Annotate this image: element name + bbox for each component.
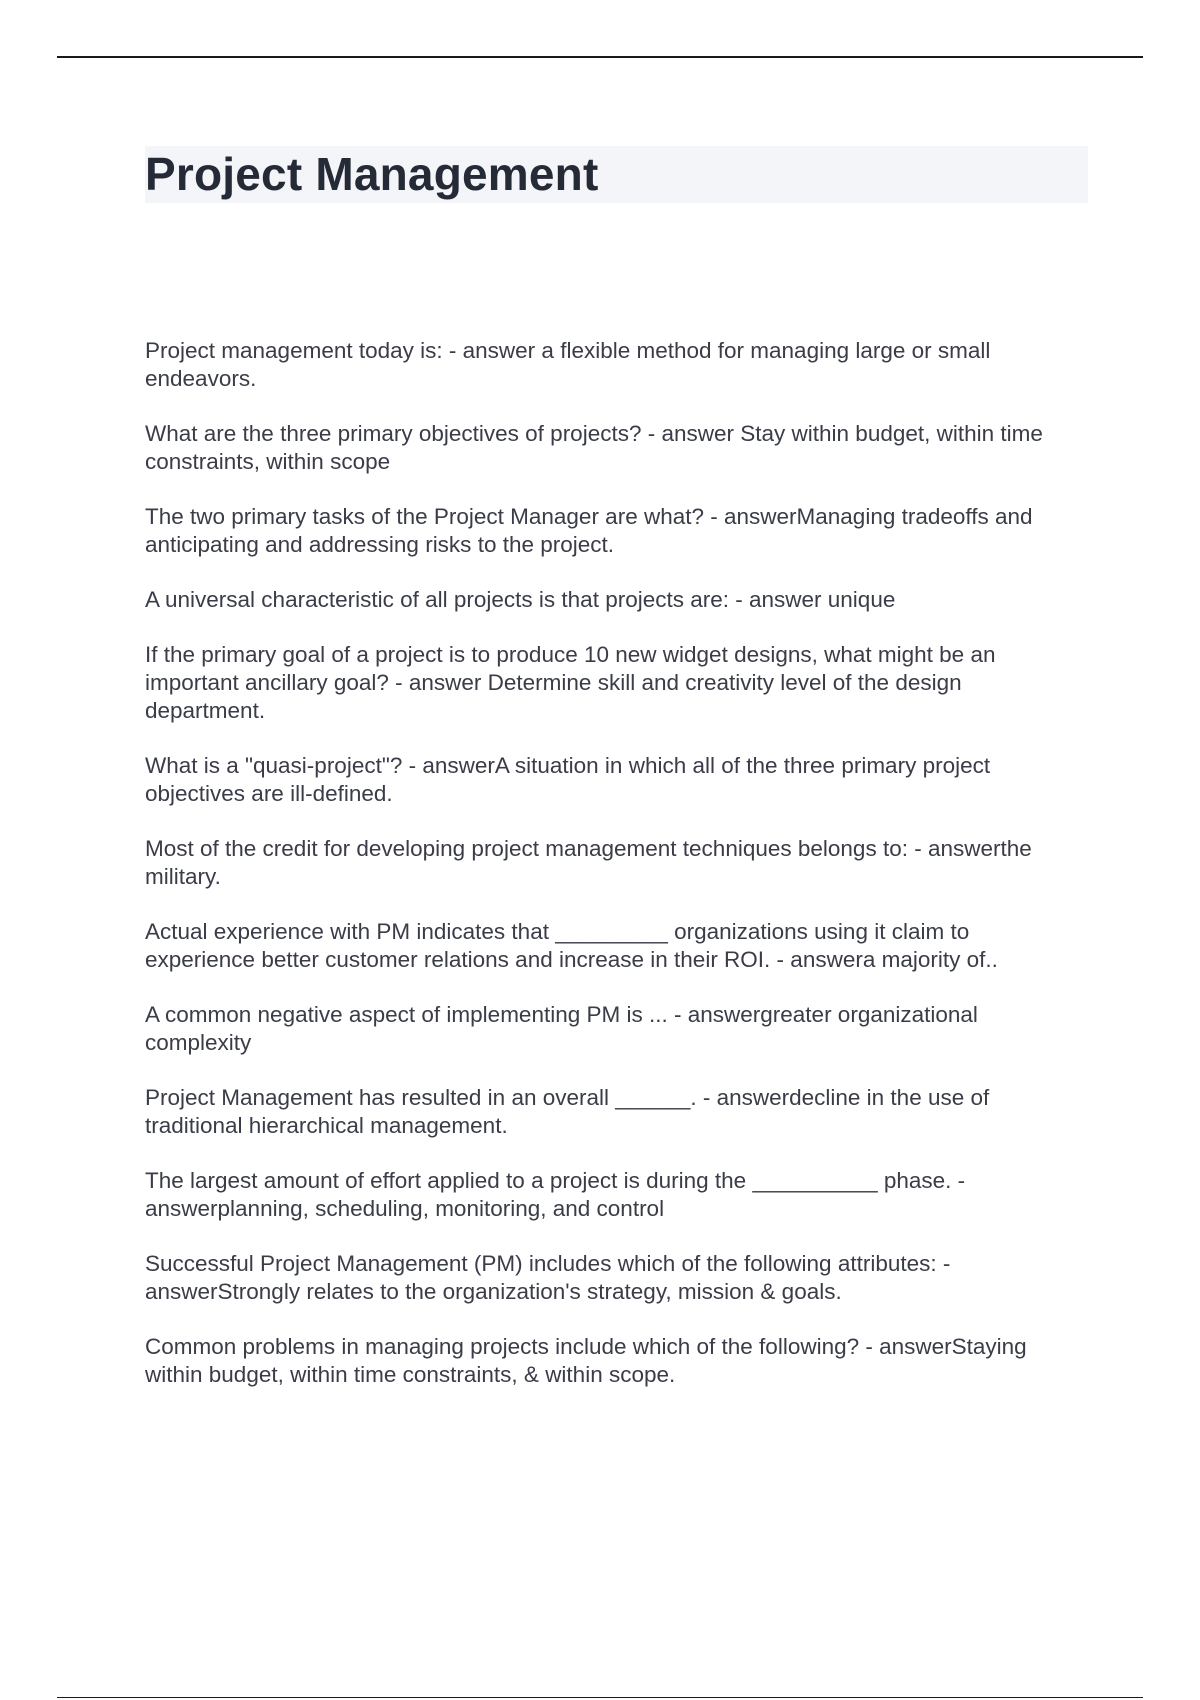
qa-list bbox=[145, 337, 1065, 1416]
qa-item: The two primary tasks of the Project Manager are what? - answerManaging tradeoffs and anticipating and addressing risks to the project. bbox=[145, 504, 1033, 557]
qa-item: The largest amount of effort applied to a project is during the __________ phase. - answerplanning, scheduling, monitoring, and control bbox=[145, 1168, 966, 1221]
top-divider bbox=[57, 56, 1143, 58]
qa-item: Project management today is: - answer a flexible method for managing large or small endeavors. bbox=[145, 338, 991, 391]
qa-item: What are the three primary objectives of projects? - answer Stay within budget, within time constraints, within scope bbox=[145, 421, 1043, 474]
qa-item: What is a "quasi-project"? - answerA situation in which all of the three primary project objectives are ill-defined. bbox=[145, 753, 991, 806]
qa-item: If the primary goal of a project is to produce 10 new widget designs, what might be an important ancillary goal? - answer Determine skill and creativity level of the design department. bbox=[145, 642, 996, 723]
qa-item: Common problems in managing projects include which of the following? - answerStaying within budget, within time constraints, & within scope. bbox=[145, 1334, 1027, 1387]
qa-item: Successful Project Management (PM) includes which of the following attributes: - answerStrongly relates to the organization's strategy, mission & goals. bbox=[145, 1251, 951, 1304]
qa-item: Most of the credit for developing project management techniques belongs to: - answerthe military. bbox=[145, 836, 1032, 889]
bottom-divider bbox=[57, 1697, 1143, 1698]
qa-item: A universal characteristic of all projects is that projects are: - answer unique bbox=[145, 587, 896, 612]
qa-item: Actual experience with PM indicates that _________ organizations using it claim to experience better customer relations and increase in their ROI. - answera majority of.. bbox=[145, 919, 998, 972]
qa-item: Project Management has resulted in an overall ______. - answerdecline in the use of traditional hierarchical management. bbox=[145, 1085, 990, 1138]
qa-item: A common negative aspect of implementing PM is ... - answergreater organizational complexity bbox=[145, 1002, 978, 1055]
page-title: Project Management bbox=[145, 148, 599, 200]
